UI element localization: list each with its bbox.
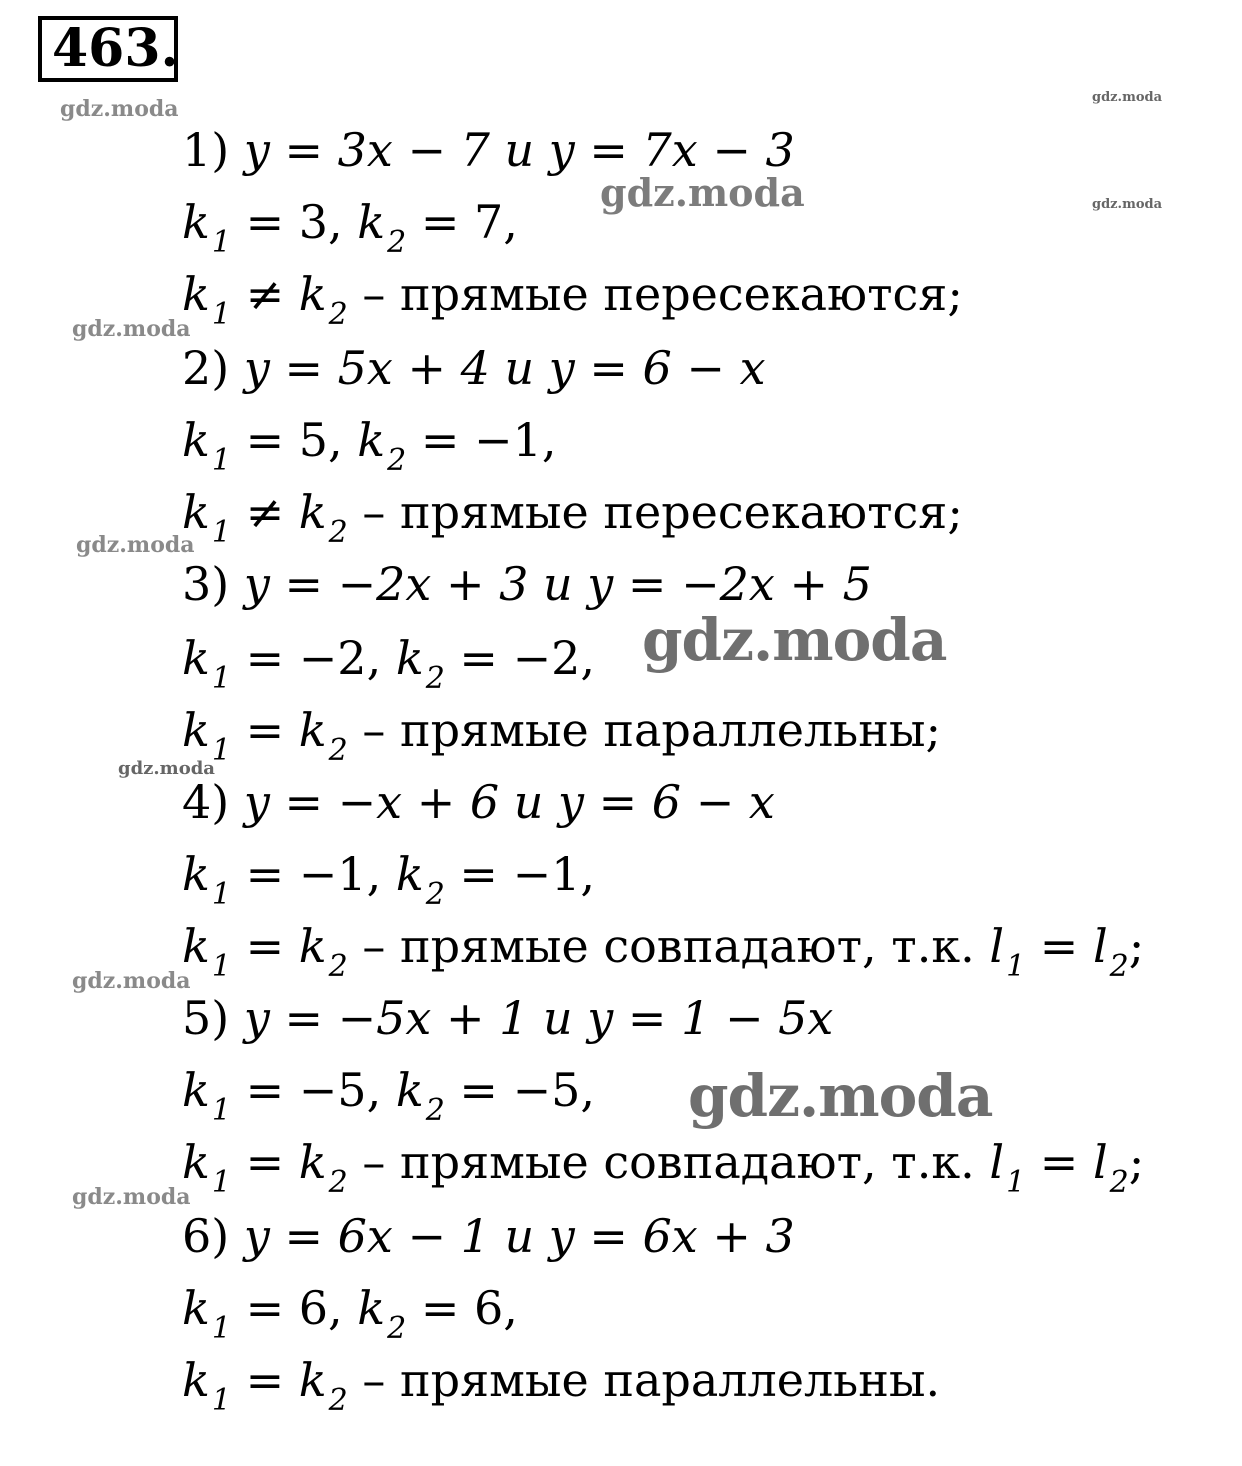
part-6-slopes: $k_1 = 6$, $k_2 = 6$, [182, 1281, 518, 1346]
watermark: gdz.moda [118, 758, 215, 779]
part-5-equations: 5) y = −5x + 1 и y = 1 − 5x [182, 991, 834, 1045]
part-5-slopes: $k_1 = -5$, $k_2 = -5$, [182, 1063, 595, 1128]
part-1-conclusion: $k_1 \ne k_2$ – прямые пересекаются; [182, 267, 963, 332]
part-4-slopes: $k_1 = -1$, $k_2 = -1$, [182, 847, 595, 912]
watermark: gdz.moda [60, 96, 179, 122]
watermark: gdz.moda [72, 968, 191, 994]
task-number: 463. [52, 18, 179, 79]
watermark: gdz.moda [76, 532, 195, 558]
part-2-slopes: $k_1 = 5$, $k_2 = -1$, [182, 413, 557, 478]
part-4-conclusion: $k_1 = k_2$ – прямые совпадают, т.к. $l_1 = l_2$; [182, 919, 1145, 984]
part-2-equations: 2) y = 5x + 4 и y = 6 − x [182, 341, 766, 395]
part-1-slopes: $k_1 = 3$, $k_2 = 7$, [182, 195, 518, 260]
watermark: gdz.moda [1092, 90, 1163, 105]
watermark: gdz.moda [642, 606, 947, 674]
part-2-conclusion: $k_1 \ne k_2$ – прямые пересекаются; [182, 485, 963, 550]
watermark: gdz.moda [688, 1062, 993, 1130]
watermark: gdz.moda [72, 1184, 191, 1210]
watermark: gdz.moda [600, 170, 805, 215]
watermark: gdz.moda [72, 316, 191, 342]
part-5-conclusion: $k_1 = k_2$ – прямые совпадают, т.к. $l_1 = l_2$; [182, 1135, 1145, 1200]
part-4-equations: 4) y = −x + 6 и y = 6 − x [182, 775, 775, 829]
part-1-equations: 1) y = 3x − 7 и y = 7x − 3 [182, 123, 795, 177]
part-3-equations: 3) y = −2x + 3 и y = −2x + 5 [182, 557, 872, 611]
part-3-slopes: $k_1 = -2$, $k_2 = -2$, [182, 631, 595, 696]
part-6-conclusion: $k_1 = k_2$ – прямые параллельны. [182, 1353, 941, 1418]
part-3-conclusion: $k_1 = k_2$ – прямые параллельны; [182, 703, 941, 768]
task-number-box [38, 16, 178, 82]
watermark: gdz.moda [1092, 197, 1163, 212]
part-6-equations: 6) y = 6x − 1 и y = 6x + 3 [182, 1209, 795, 1263]
